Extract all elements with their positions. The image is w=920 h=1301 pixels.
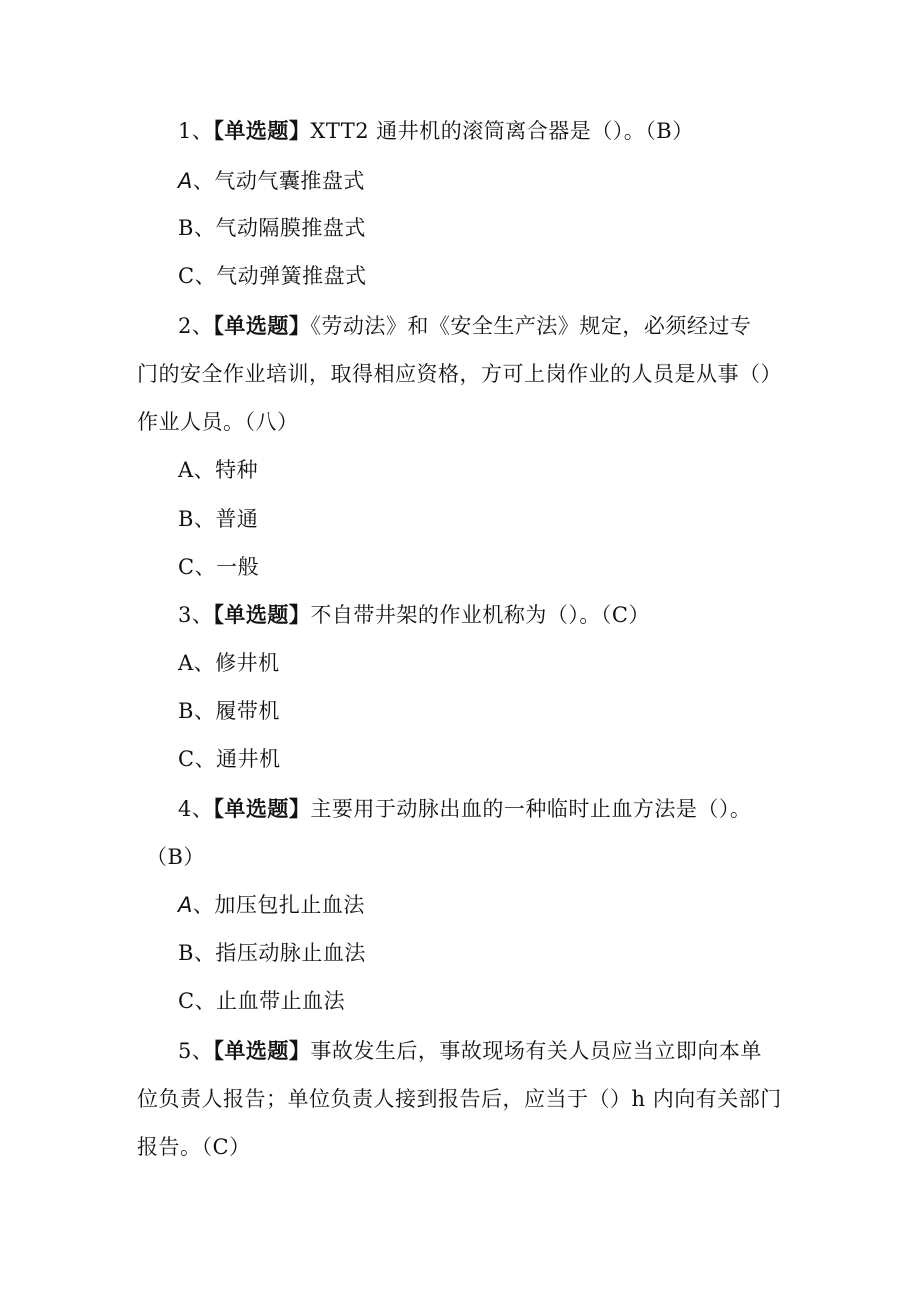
question-4-option-a: A、加压包扎止血法 (178, 893, 365, 917)
question-1-option-a: A、气动气囊推盘式 (178, 169, 365, 193)
question-2-stem-line-3: 作业人员。（八） (137, 410, 299, 434)
question-2-option-c: C、一般 (178, 555, 260, 579)
question-1-option-c: C、气动弹簧推盘式 (178, 264, 367, 288)
question-5-stem-line-3: 报告。（C） (137, 1135, 251, 1159)
question-4-stem-line-2: （B） (146, 845, 205, 869)
question-1-option-b: B、气动隔膜推盘式 (178, 216, 366, 240)
question-5-stem-line-2: 位负责人报告；单位负责人接到报告后，应当于（）h 内向有关部门 (137, 1087, 782, 1111)
question-2-option-b: B、普通 (178, 507, 259, 531)
question-2-stem-line-2: 门的安全作业培训，取得相应资格，方可上岗作业的人员是从事（） (137, 362, 782, 386)
question-5-stem: 5、【单选题】事故发生后，事故现场有关人员应当立即向本单 (178, 1038, 762, 1063)
question-3-option-c: C、通井机 (178, 747, 281, 771)
question-4-option-b: B、指压动脉止血法 (178, 941, 366, 965)
question-3-option-a: A、修井机 (178, 651, 280, 675)
question-4-stem: 4、【单选题】主要用于动脉出血的一种临时止血方法是（）。 (178, 796, 752, 821)
question-3-option-b: B、履带机 (178, 699, 280, 723)
question-3-stem: 3、【单选题】不自带井架的作业机称为（）。（C） (178, 602, 650, 627)
question-2-stem: 2、【单选题】《劳动法》和《安全生产法》规定，必须经过专 (178, 313, 752, 338)
question-2-option-a: A、特种 (178, 458, 259, 482)
question-4-option-c: C、止血带止血法 (178, 989, 346, 1013)
question-1-stem: 1、【单选题】XTT2 通井机的滚筒离合器是（）。（B） (178, 118, 694, 143)
